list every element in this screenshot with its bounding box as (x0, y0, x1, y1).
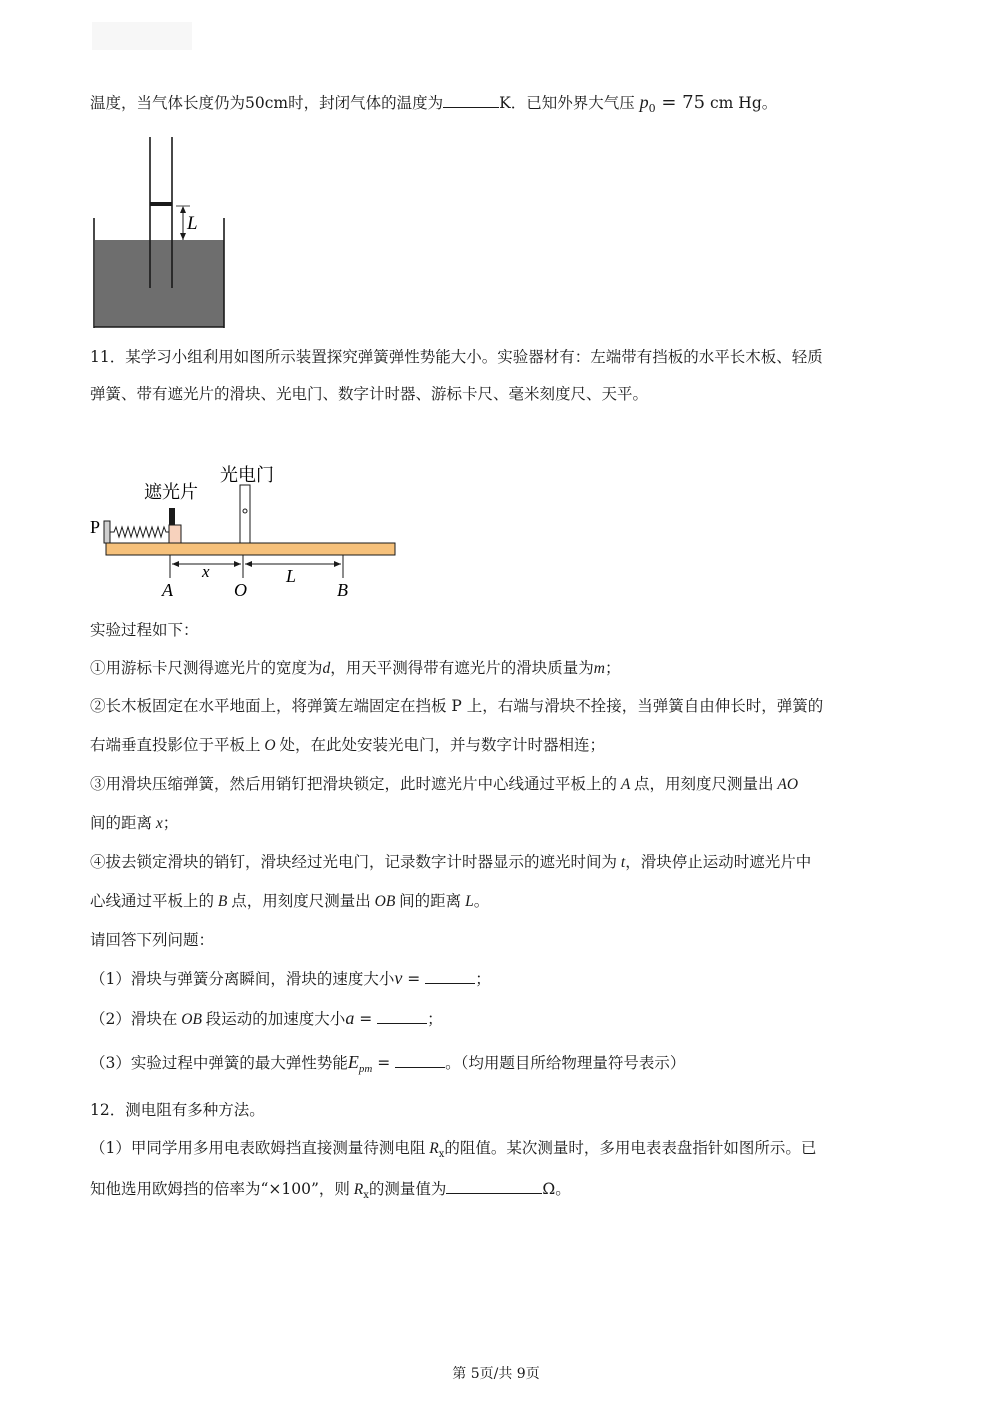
piston (150, 202, 172, 206)
step-1: ①用游标卡尺测得遮光片的宽度为d，用天平测得带有遮光片的滑块质量为m； (90, 659, 621, 677)
step-4-line1: ④拔去锁定滑块的销钉，滑块经过光电门，记录数字计时器显示的遮光时间为 t，滑块停止运动时遮光片中 (90, 853, 812, 871)
answer-blank-4 (446, 1178, 542, 1194)
answer-2: （2）滑块在 OB 段运动的加速度大小a = ； (90, 1008, 443, 1028)
shutter (169, 508, 175, 525)
header-stamp (92, 22, 192, 50)
page-footer: 第 5页/共 9页 (452, 1366, 540, 1382)
label-shutter: 遮光片 (144, 482, 198, 502)
label-photogate: 光电门 (220, 465, 274, 485)
label-A: A (162, 580, 173, 600)
answer-blank-1 (425, 968, 475, 984)
label-L2: L (286, 566, 297, 586)
answer-1: （1）滑块与弹簧分离瞬间，滑块的速度大小v = ； (90, 968, 491, 988)
slider-block (169, 525, 181, 543)
label-B: B (337, 580, 348, 600)
long-board (106, 543, 395, 555)
q12-title: 12．测电阻有多种方法。 (90, 1101, 265, 1119)
step-4-line2: 心线通过平板上的 B 点，用刻度尺测量出 OB 间的距离 L。 (90, 892, 490, 910)
mercury-basin (95, 240, 224, 327)
answer-blank (443, 92, 499, 108)
spring (110, 527, 169, 537)
q12-line1: （1）甲同学用多用电表欧姆挡直接测量待测电阻 $R_x$的阻值。某次测量时，多用电表表盘指针如图所示。已 (90, 1139, 817, 1161)
label-x: x (202, 562, 210, 581)
q11-line1: 11．某学习小组利用如图所示装置探究弹簧弹性势能大小。实验器材有：左端带有挡板的水平长木板、轻质 (90, 348, 823, 366)
ask-title: 请回答下列问题： (90, 931, 215, 949)
step-2-line1: ②长木板固定在水平地面上，将弹簧左端固定在挡板 P 上，右端与滑块不拴接，当弹簧自由伸长时，弹簧的 (90, 697, 824, 715)
q12-line2: 知他选用欧姆挡的倍率为“×100”，则 $R_x$的测量值为 Ω。 (90, 1180, 571, 1202)
step-2-line2: 右端垂直投影位于平板上 O 处，在此处安装光电门，并与数字计时器相连； (90, 736, 605, 754)
process-title: 实验过程如下： (90, 621, 199, 639)
baffle-P (104, 521, 110, 543)
label-L: L (187, 213, 198, 234)
tube-figure (90, 132, 230, 332)
answer-blank-3 (395, 1052, 445, 1068)
step-3-line1: ③用滑块压缩弹簧，然后用销钉把滑块锁定，此时遮光片中心线通过平板上的 A 点，用刻度尺测量出 AO (90, 775, 799, 793)
photogate (240, 485, 250, 543)
q11-line2: 弹簧、带有遮光片的滑块、光电门、数字计时器、游标卡尺、毫米刻度尺、天平。 (90, 385, 649, 403)
step-3-line2: 间的距离 x； (90, 814, 179, 832)
answer-blank-2 (377, 1008, 427, 1024)
line-temperature: 温度，当气体长度仍为50cm时，封闭气体的温度为 K．已知外界大气压 $p_0 = 75$ cm Hg。 (90, 92, 778, 116)
answer-3: （3）实验过程中弹簧的最大弹性势能$E_{pm}$ = 。（均用题目所给物理量符号表示） (90, 1052, 686, 1076)
label-O: O (234, 580, 247, 600)
spring-apparatus-figure (88, 455, 408, 600)
label-P: P (90, 517, 101, 537)
